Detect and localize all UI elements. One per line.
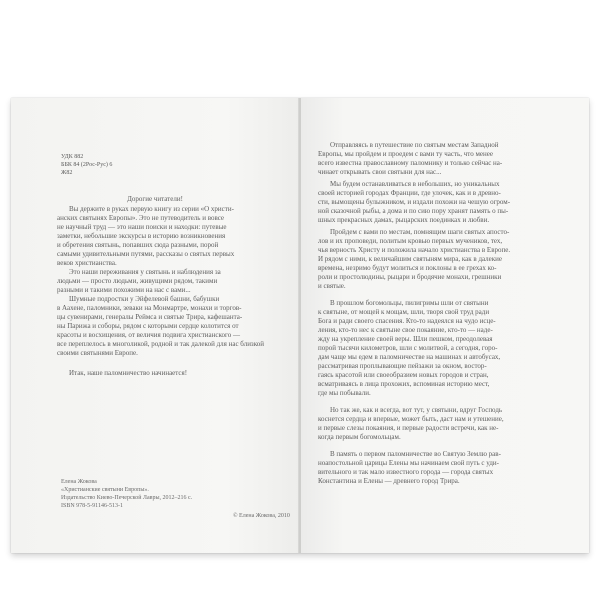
- colophon-publisher: Издательство Киево-Печерской Лавры, 2012–216 с.: [61, 495, 193, 501]
- left-page: [11, 98, 299, 553]
- paragraph: Вы держите в руках первую книгу из серии «О христи- анских святынях Европы». Это не путеводитель и вовсе не научный труд — это наши поиски и находки: путевые заметки, небольшие экскурсы в историю возникновения и обретения святынь, попавших сюда разными, порой самыми удивительными путями, рассказы о святых первых веков христианства.: [57, 205, 235, 267]
- paragraph: В прошлом богомольцы, пилигримы шли от святыни к святыне, от мощей к мощам, шли, творя свой труд ради Бога и ради своего спасения. Кто-то надеялся на чудо исце- ления, кто-то нес к святыне свое покаяние, кто-то — наде- жду на укрепление своей веры. Шли пешком, преодолевая порой тысячи километров, шли с молитвой, а сегодня, горо- дам чаще мы едем в паломничестве на машинах и автобусах, рассматривая проплывающие пейзажи за окном, востор- гаясь красотой или своеобразием новых городов и стран, всматриваясь в лица прохожих, вспоминая историю мест, где мы побывали.: [318, 299, 501, 397]
- greeting-heading: Дорогие читатели!: [127, 195, 183, 203]
- paragraph: Но так же, как и всегда, вот тут, у святыни, вдруг Господь коснется сердца и впервые, может быть, даст нам и утешение, и первые слезы покаяния, и первые радости встречи, как не- когда первым богомольцам.: [318, 406, 504, 441]
- introduction-text: [318, 141, 572, 486]
- paragraph: Шумные подростки у Эйфелевой башни, бабушки в Аахене, паломники, зеваки на Монмартре, монахи и торгов- цы сувенирами, генералы Реймса и святые Трира, кафешанта- ны Парижа и соборы, рядом с которыми сердце колотится от красоты и восхищения, от величия подвига христианского — все переплелось в многоликой, родной и так далекой для нас близкой своими святынями Европе.: [57, 295, 264, 357]
- colophon-isbn: ISBN 978-5-91146-513-1: [61, 503, 123, 509]
- paragraph: Мы будем останавливаться в небольших, но уникальных своей историей городах Франции, где улочек, как и в древно- сти, вымощены булыжником, и издали похожи на чешую огром- ной сказочной рыбы, а дома и по сию пору хранят память о пы- шных прекрасных дамах, рыцарских поединках и любви.: [318, 180, 511, 224]
- open-book: [11, 98, 589, 553]
- closing-line: Итак, наше паломничество начинается!: [69, 369, 188, 377]
- bbk-code: ББК 84 (2Рос-Рус) 6: [61, 162, 113, 168]
- udk-code: УДК 882: [61, 154, 84, 160]
- author-mark: Ж82: [61, 170, 73, 176]
- colophon: [61, 478, 192, 510]
- copyright-notice: © Елена Жокова, 2010: [233, 513, 290, 519]
- paragraph: Это наши переживания у святынь и наблюдения за людьми — просто людьми, живущими рядом, такими разными и такими похожими на нас с вами...: [57, 268, 221, 294]
- colophon-author: Елена Жокова: [61, 479, 97, 485]
- colophon-title: «Христианские святыни Европы».: [61, 487, 149, 493]
- paragraph: Пройдем с вами по местам, помнящим шаги святых апосто- лов и их проповеди, политым кровью первых мучеников, тех, чья верность Христу и положила начало христианства в Европе. И рядом с ними, к величайшим святыням мира, как в далекие времена, незримо будут молиться и поклоны в ее грехах ко- роли и простолюдины, рыцари и бродячие монахи, грешники и святые.: [318, 228, 511, 290]
- foreword-text: [57, 205, 283, 378]
- right-page: [301, 98, 589, 553]
- paragraph: В память о первом паломничестве во Святую Землю рав- ноапостольной царицы Елены мы начинаем свой путь с уди- вительного и так мало известного города — города святых Константина и Елены — древнего город Трира.: [318, 450, 501, 485]
- catalog-codes: [61, 153, 112, 177]
- paragraph: Отправляясь в путешествие по святым местам Западной Европы, мы пройдем и проедем с вами ту часть, что менее всего известна православному паломнику и только сейчас на- чинает открывать свои святыни для нас...: [318, 141, 503, 176]
